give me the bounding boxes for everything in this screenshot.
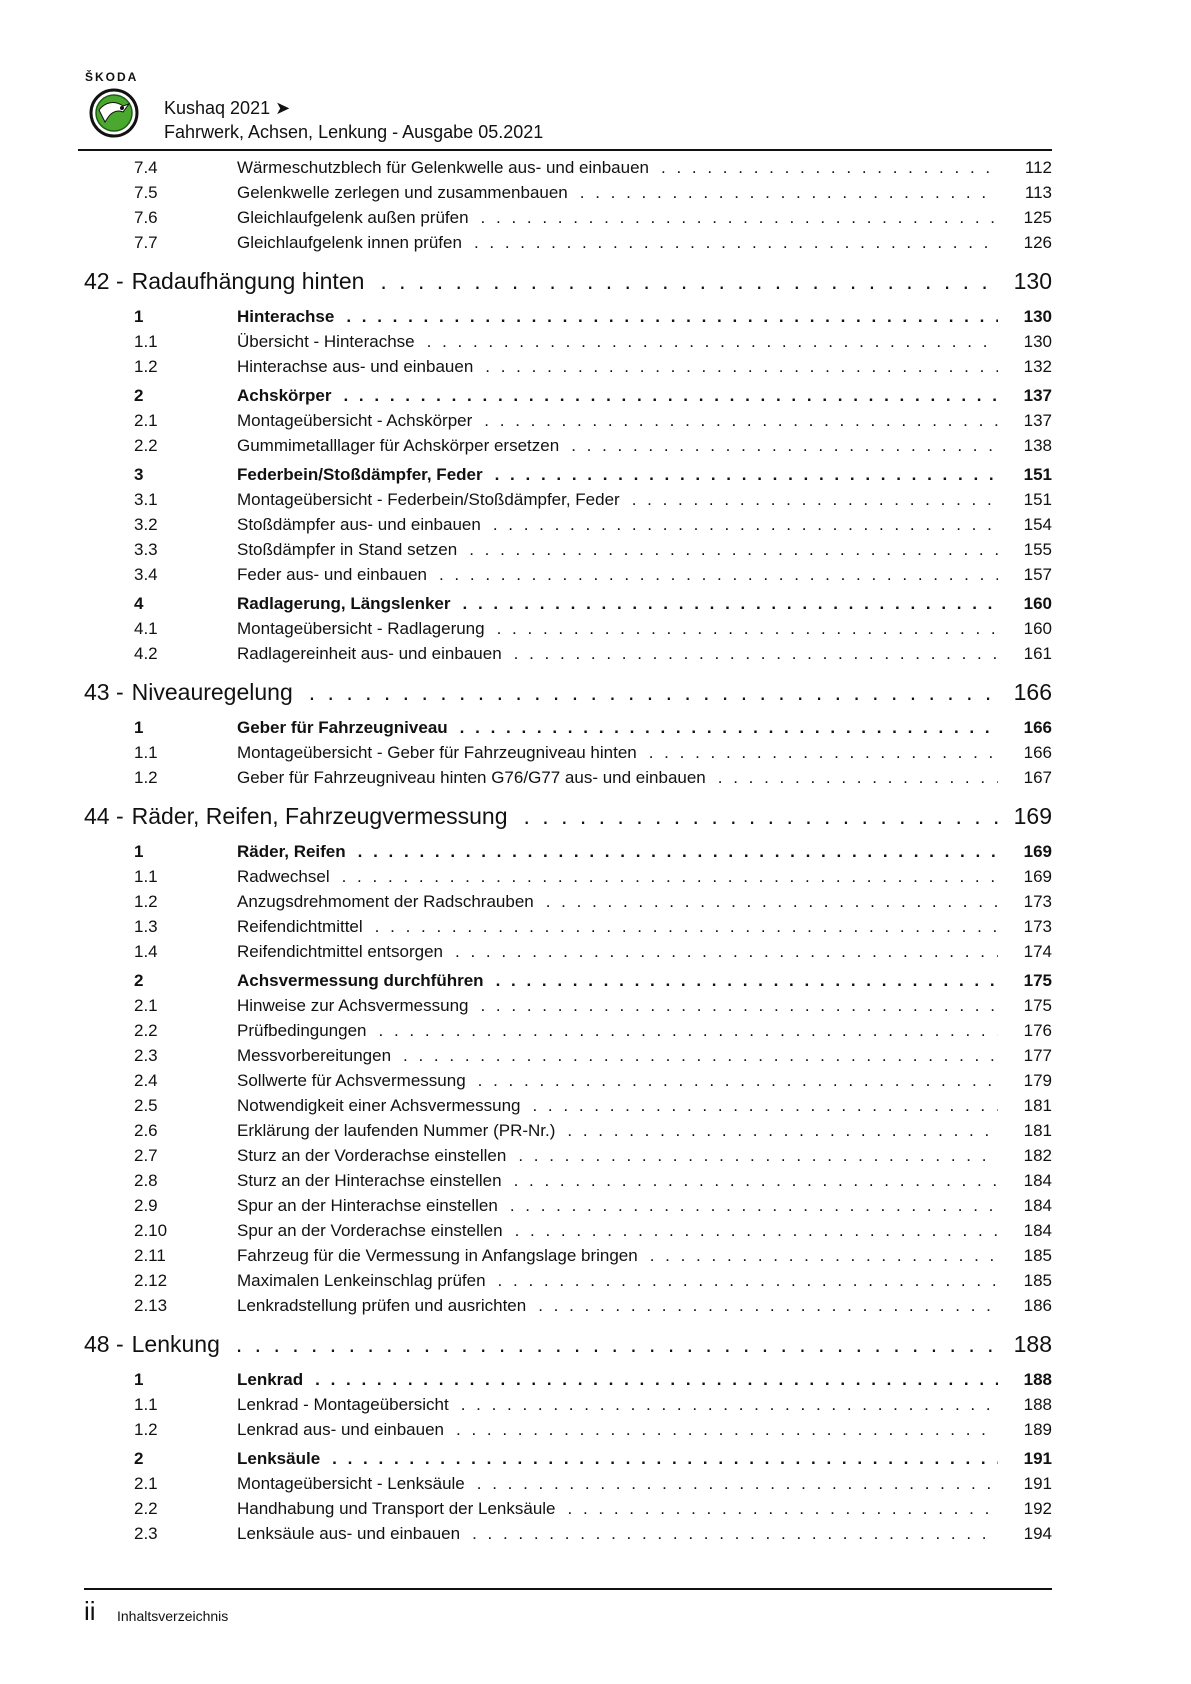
toc-entry-title: Räder, Reifen <box>237 841 346 861</box>
toc-page-number: 185 <box>1023 1245 1052 1265</box>
toc-page-number: 181 <box>1023 1095 1052 1115</box>
toc-entry-number: 2.2 <box>134 1498 158 1518</box>
dot-leader <box>332 1449 998 1469</box>
dot-leader <box>403 1046 998 1066</box>
toc-entry-title: Lenkung <box>131 1331 220 1357</box>
toc-sub-row[interactable] <box>84 354 1052 379</box>
toc-page-number: 169 <box>1023 841 1052 861</box>
dot-leader <box>469 540 998 560</box>
dot-leader <box>379 1021 998 1041</box>
toc-page-number: 151 <box>1023 489 1052 509</box>
toc-section-row[interactable] <box>84 1446 1052 1471</box>
toc-page-number: 155 <box>1023 539 1052 559</box>
toc-page-number: 191 <box>1023 1473 1052 1493</box>
toc-entry-number: 2.4 <box>134 1070 158 1090</box>
dot-leader <box>495 465 998 485</box>
toc-page-number: 188 <box>1023 1369 1052 1389</box>
toc-sub-row[interactable] <box>84 180 1052 205</box>
toc-entry-number: 1.2 <box>134 767 158 787</box>
toc-entry-title: Niveauregelung <box>131 679 293 705</box>
toc-page-number: 175 <box>1023 970 1052 990</box>
brand-wordmark: ŠKODA <box>85 70 139 84</box>
toc-entry-title: Radwechsel <box>237 866 330 886</box>
toc-page-number: 174 <box>1023 941 1052 961</box>
toc-sub-row[interactable] <box>84 512 1052 537</box>
toc-entry-number: 3 <box>134 464 144 484</box>
toc-sub-row[interactable] <box>84 1218 1052 1243</box>
toc-entry-title: Lenkrad aus- und einbauen <box>237 1419 444 1439</box>
dot-leader <box>524 803 998 830</box>
dot-leader <box>538 1296 998 1316</box>
dot-leader <box>496 971 998 991</box>
toc-entry-number: 7.5 <box>134 182 158 202</box>
toc-page-number: 169 <box>1013 803 1052 829</box>
toc-page-number: 181 <box>1023 1120 1052 1140</box>
dot-leader <box>649 743 998 763</box>
toc-entry-number: 1.1 <box>134 331 158 351</box>
toc-sub-row[interactable] <box>84 1392 1052 1417</box>
document-subtitle: Fahrwerk, Achsen, Lenkung - Ausgabe 05.2021 <box>164 122 544 142</box>
toc-entry-title: Achsvermessung durchführen <box>237 970 484 990</box>
toc-entry-title: Gleichlaufgelenk innen prüfen <box>237 232 462 252</box>
dot-leader <box>510 1196 998 1216</box>
toc-entry-title: Hinterachse aus- und einbauen <box>237 356 474 376</box>
dot-leader <box>236 1331 998 1358</box>
toc-section-row[interactable] <box>84 383 1052 408</box>
dot-leader <box>380 268 998 295</box>
toc-entry-number: 4.2 <box>134 643 158 663</box>
toc-entry-title: Radlagerung, Längslenker <box>237 593 451 613</box>
toc-entry-title: Sollwerte für Achsvermessung <box>237 1070 466 1090</box>
toc-page-number: 125 <box>1023 207 1052 227</box>
toc-page-number: 194 <box>1023 1523 1052 1543</box>
toc-page-number: 173 <box>1023 891 1052 911</box>
toc-section-row[interactable] <box>84 1367 1052 1392</box>
toc-entry-title: Montageübersicht - Federbein/Stoßdämpfer, Feder <box>237 489 620 509</box>
skoda-logo-icon <box>89 88 139 138</box>
toc-entry-number: 2.1 <box>134 410 158 430</box>
toc-entry-number: 3.2 <box>134 514 158 534</box>
toc-page-number: 179 <box>1023 1070 1052 1090</box>
toc-entry-number: 2.2 <box>134 435 158 455</box>
toc-entry-title: Montageübersicht - Geber für Fahrzeugniveau hinten <box>237 742 637 762</box>
toc-entry-number: 3.3 <box>134 539 158 559</box>
toc-entry-number: 1.2 <box>134 891 158 911</box>
toc-sub-row[interactable] <box>84 1118 1052 1143</box>
toc-entry-number: 2.1 <box>134 995 158 1015</box>
dot-leader <box>315 1370 998 1390</box>
document-header <box>82 66 1052 148</box>
dot-leader <box>532 1096 998 1116</box>
toc-entry-title: Reifendichtmittel <box>237 916 363 936</box>
toc-entry-title: Spur an der Vorderachse einstellen <box>237 1220 503 1240</box>
toc-sub-row[interactable] <box>84 1068 1052 1093</box>
toc-entry-title: Gelenkwelle zerlegen und zusammenbauen <box>237 182 568 202</box>
toc-entry-title: Gleichlaufgelenk außen prüfen <box>237 207 469 227</box>
dot-leader <box>498 1271 998 1291</box>
toc-entry-title: Lenkradstellung prüfen und ausrichten <box>237 1295 527 1315</box>
toc-entry-title: Geber für Fahrzeugniveau <box>237 717 448 737</box>
toc-entry-number: 7.7 <box>134 232 158 252</box>
table-of-contents <box>84 155 1052 1546</box>
toc-sub-row[interactable] <box>84 1417 1052 1442</box>
toc-entry-title: Geber für Fahrzeugniveau hinten G76/G77 aus- und einbauen <box>237 767 706 787</box>
toc-section-row[interactable] <box>84 715 1052 740</box>
toc-entry-number: 2.3 <box>134 1523 158 1543</box>
toc-entry-number: 1.2 <box>134 1419 158 1439</box>
toc-entry-title: Radlagereinheit aus- und einbauen <box>237 643 502 663</box>
toc-entry-number: 1.4 <box>134 941 158 961</box>
toc-entry-number: 2.1 <box>134 1473 158 1493</box>
toc-entry-title: Notwendigkeit einer Achsvermessung <box>237 1095 521 1115</box>
dot-leader <box>478 1071 998 1091</box>
toc-entry-title: Sturz an der Hinterachse einstellen <box>237 1170 502 1190</box>
toc-chapter-row[interactable] <box>84 674 1052 711</box>
toc-page-number: 184 <box>1023 1195 1052 1215</box>
toc-entry-title: Montageübersicht - Radlagerung <box>237 618 485 638</box>
toc-entry-number: 4.1 <box>134 618 158 638</box>
toc-page-number: 130 <box>1013 268 1052 294</box>
dot-leader <box>518 1146 998 1166</box>
toc-entry-title: Stoßdämpfer in Stand setzen <box>237 539 458 559</box>
dot-leader <box>480 996 998 1016</box>
toc-entry-number: 7.4 <box>134 157 158 177</box>
dot-leader <box>568 1499 998 1519</box>
dot-leader <box>358 842 998 862</box>
toc-page-number: 160 <box>1023 618 1052 638</box>
toc-section-row[interactable] <box>84 968 1052 993</box>
toc-page-number: 130 <box>1023 306 1052 326</box>
dot-leader <box>474 233 998 253</box>
toc-sub-row[interactable] <box>84 1193 1052 1218</box>
dot-leader <box>342 867 998 887</box>
toc-entry-number: 2.9 <box>134 1195 158 1215</box>
toc-page-number: 177 <box>1023 1045 1052 1065</box>
dot-leader <box>515 1221 998 1241</box>
toc-sub-row[interactable] <box>84 1168 1052 1193</box>
dot-leader <box>455 942 998 962</box>
toc-page-number: 182 <box>1023 1145 1052 1165</box>
toc-entry-number: 2 <box>134 1448 144 1468</box>
toc-entry-number: 2.10 <box>134 1220 168 1240</box>
toc-entry-title: Prüfbedingungen <box>237 1020 367 1040</box>
toc-entry-title: Stoßdämpfer aus- und einbauen <box>237 514 481 534</box>
toc-section-row[interactable] <box>84 462 1052 487</box>
toc-chapter-row[interactable] <box>84 1326 1052 1363</box>
toc-sub-row[interactable] <box>84 864 1052 889</box>
dot-leader <box>632 490 998 510</box>
toc-entry-title: Hinweise zur Achsvermessung <box>237 995 469 1015</box>
toc-entry-title: Gummimetalllager für Achskörper ersetzen <box>237 435 560 455</box>
toc-page-number: 166 <box>1013 679 1052 705</box>
toc-sub-row[interactable] <box>84 914 1052 939</box>
toc-page-number: 130 <box>1023 331 1052 351</box>
toc-sub-row[interactable] <box>84 616 1052 641</box>
dot-leader <box>571 436 998 456</box>
footer-section-label: Inhaltsverzeichnis <box>117 1608 229 1624</box>
toc-page-number: 186 <box>1023 1295 1052 1315</box>
toc-entry-title: Spur an der Hinterachse einstellen <box>237 1195 498 1215</box>
toc-page-number: 184 <box>1023 1220 1052 1240</box>
dot-leader <box>460 718 998 738</box>
toc-section-row[interactable] <box>84 839 1052 864</box>
toc-entry-number: 2.7 <box>134 1145 158 1165</box>
toc-entry-number: 42 - <box>84 268 124 294</box>
toc-page-number: 160 <box>1023 593 1052 613</box>
toc-section-row[interactable] <box>84 591 1052 616</box>
toc-entry-number: 1 <box>134 1369 144 1389</box>
toc-sub-row[interactable] <box>84 155 1052 180</box>
toc-page-number: 192 <box>1023 1498 1052 1518</box>
toc-entry-title: Fahrzeug für die Vermessung in Anfangslage bringen <box>237 1245 638 1265</box>
toc-page-number: 188 <box>1023 1394 1052 1414</box>
dot-leader <box>463 594 999 614</box>
footer-page-number: ii <box>84 1596 96 1626</box>
toc-entry-number: 2.8 <box>134 1170 158 1190</box>
toc-entry-title: Sturz an der Vorderachse einstellen <box>237 1145 507 1165</box>
toc-page-number: 132 <box>1023 356 1052 376</box>
toc-entry-title: Lenkrad <box>237 1369 304 1389</box>
toc-entry-title: Maximalen Lenkeinschlag prüfen <box>237 1270 486 1290</box>
toc-page-number: 137 <box>1023 410 1052 430</box>
toc-sub-row[interactable] <box>84 641 1052 666</box>
dot-leader <box>439 565 998 585</box>
dot-leader <box>661 158 998 178</box>
toc-entry-title: Reifendichtmittel entsorgen <box>237 941 444 961</box>
dot-leader <box>472 1524 998 1544</box>
dot-leader <box>567 1121 998 1141</box>
toc-sub-row[interactable] <box>84 562 1052 587</box>
toc-entry-number: 48 - <box>84 1331 124 1357</box>
toc-entry-number: 7.6 <box>134 207 158 227</box>
toc-sub-row[interactable] <box>84 1043 1052 1068</box>
dot-leader <box>309 679 998 706</box>
toc-entry-number: 1 <box>134 841 144 861</box>
toc-entry-title: Montageübersicht - Lenksäule <box>237 1473 465 1493</box>
toc-page-number: 191 <box>1023 1448 1052 1468</box>
toc-entry-number: 2.2 <box>134 1020 158 1040</box>
toc-sub-row[interactable] <box>84 1521 1052 1546</box>
toc-page-number: 184 <box>1023 1170 1052 1190</box>
toc-sub-row[interactable] <box>84 1471 1052 1496</box>
toc-entry-title: Achskörper <box>237 385 332 405</box>
dot-leader <box>343 386 998 406</box>
toc-entry-title: Hinterachse <box>237 306 335 326</box>
toc-page-number: 169 <box>1023 866 1052 886</box>
toc-page-number: 112 <box>1024 157 1052 177</box>
toc-entry-number: 1.3 <box>134 916 158 936</box>
toc-sub-row[interactable] <box>84 408 1052 433</box>
toc-sub-row[interactable] <box>84 1268 1052 1293</box>
toc-sub-row[interactable] <box>84 329 1052 354</box>
toc-page-number: 185 <box>1023 1270 1052 1290</box>
toc-entry-title: Wärmeschutzblech für Gelenkwelle aus- und einbauen <box>237 157 650 177</box>
dot-leader <box>481 208 998 228</box>
toc-entry-title: Lenksäule <box>237 1448 321 1468</box>
dot-leader <box>580 183 998 203</box>
toc-sub-row[interactable] <box>84 205 1052 230</box>
toc-sub-row[interactable] <box>84 740 1052 765</box>
toc-page-number: 157 <box>1023 564 1052 584</box>
toc-entry-title: Radaufhängung hinten <box>131 268 365 294</box>
model-title: Kushaq 2021 ➤ <box>164 98 291 118</box>
toc-entry-number: 2 <box>134 970 144 990</box>
toc-sub-row[interactable] <box>84 1293 1052 1318</box>
dot-leader <box>497 619 998 639</box>
toc-sub-row[interactable] <box>84 1093 1052 1118</box>
dot-leader <box>485 357 998 377</box>
toc-entry-number: 3.4 <box>134 564 158 584</box>
toc-sub-row[interactable] <box>84 993 1052 1018</box>
toc-sub-row[interactable] <box>84 487 1052 512</box>
toc-sub-row[interactable] <box>84 433 1052 458</box>
toc-entry-title: Lenkrad - Montageübersicht <box>237 1394 449 1414</box>
toc-entry-number: 3.1 <box>134 489 158 509</box>
toc-page-number: 166 <box>1023 742 1052 762</box>
toc-page-number: 151 <box>1023 464 1052 484</box>
toc-chapter-row[interactable] <box>84 798 1052 835</box>
toc-entry-number: 1.2 <box>134 356 158 376</box>
toc-sub-row[interactable] <box>84 537 1052 562</box>
toc-entry-title: Federbein/Stoßdämpfer, Feder <box>237 464 483 484</box>
dot-leader <box>514 644 998 664</box>
toc-entry-title: Montageübersicht - Achskörper <box>237 410 473 430</box>
toc-entry-number: 2 <box>134 385 144 405</box>
toc-sub-row[interactable] <box>84 939 1052 964</box>
toc-sub-row[interactable] <box>84 889 1052 914</box>
dot-leader <box>477 1474 998 1494</box>
dot-leader <box>650 1246 998 1266</box>
toc-section-row[interactable] <box>84 304 1052 329</box>
toc-page-number: 189 <box>1023 1419 1052 1439</box>
toc-entry-number: 44 - <box>84 803 124 829</box>
toc-entry-number: 1 <box>134 717 144 737</box>
toc-page-number: 126 <box>1023 232 1052 252</box>
dot-leader <box>456 1420 998 1440</box>
toc-page-number: 173 <box>1023 916 1052 936</box>
toc-sub-row[interactable] <box>84 1018 1052 1043</box>
toc-entry-number: 2.5 <box>134 1095 158 1115</box>
toc-page-number: 167 <box>1023 767 1052 787</box>
toc-entry-number: 2.12 <box>134 1270 168 1290</box>
toc-sub-row[interactable] <box>84 1243 1052 1268</box>
dot-leader <box>493 515 998 535</box>
dot-leader <box>346 307 998 327</box>
toc-entry-number: 4 <box>134 593 144 613</box>
toc-entry-number: 43 - <box>84 679 124 705</box>
toc-page-number: 113 <box>1024 182 1052 202</box>
toc-chapter-row[interactable] <box>84 263 1052 300</box>
toc-sub-row[interactable] <box>84 765 1052 790</box>
toc-entry-number: 2.3 <box>134 1045 158 1065</box>
toc-page-number: 161 <box>1023 643 1052 663</box>
dot-leader <box>484 411 998 431</box>
toc-entry-title: Lenksäule aus- und einbauen <box>237 1523 461 1543</box>
toc-page-number: 154 <box>1023 514 1052 534</box>
toc-page-number: 188 <box>1013 1331 1052 1357</box>
toc-page-number: 176 <box>1023 1020 1052 1040</box>
toc-entry-number: 1.1 <box>134 866 158 886</box>
toc-entry-number: 2.13 <box>134 1295 168 1315</box>
footer-divider <box>84 1588 1052 1590</box>
dot-leader <box>718 768 998 788</box>
toc-page-number: 175 <box>1023 995 1052 1015</box>
toc-entry-title: Feder aus- und einbauen <box>237 564 427 584</box>
header-divider <box>78 149 1052 151</box>
toc-entry-title: Räder, Reifen, Fahrzeugvermessung <box>131 803 508 829</box>
dot-leader <box>427 332 998 352</box>
toc-sub-row[interactable] <box>84 230 1052 255</box>
dot-leader <box>546 892 998 912</box>
toc-entry-number: 2.6 <box>134 1120 158 1140</box>
toc-sub-row[interactable] <box>84 1143 1052 1168</box>
toc-entry-number: 1 <box>134 306 144 326</box>
dot-leader <box>461 1395 998 1415</box>
toc-page-number: 137 <box>1023 385 1052 405</box>
toc-entry-title: Messvorbereitungen <box>237 1045 392 1065</box>
toc-sub-row[interactable] <box>84 1496 1052 1521</box>
toc-entry-number: 2.11 <box>134 1245 166 1265</box>
toc-entry-number: 1.1 <box>134 742 158 762</box>
toc-entry-title: Anzugsdrehmoment der Radschrauben <box>237 891 534 911</box>
toc-entry-title: Handhabung und Transport der Lenksäule <box>237 1498 556 1518</box>
toc-page-number: 138 <box>1023 435 1052 455</box>
dot-leader <box>514 1171 998 1191</box>
toc-entry-number: 1.1 <box>134 1394 158 1414</box>
toc-page-number: 166 <box>1023 717 1052 737</box>
toc-entry-title: Erklärung der laufenden Nummer (PR-Nr.) <box>237 1120 556 1140</box>
toc-entry-title: Übersicht - Hinterachse <box>237 331 415 351</box>
dot-leader <box>375 917 998 937</box>
